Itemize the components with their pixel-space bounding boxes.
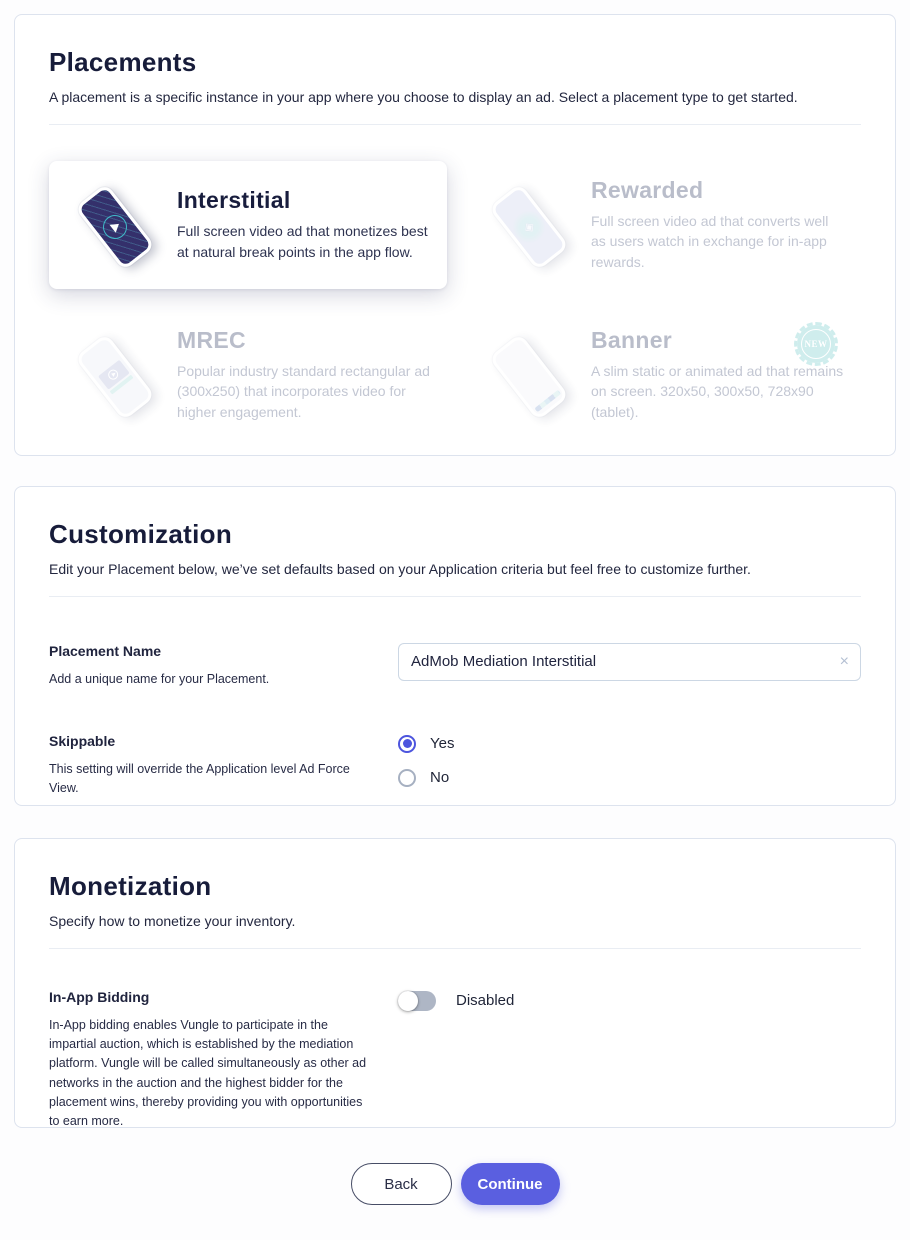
placements-subtitle: A placement is a specific instance in your app where you choose to display an ad. Select a placement type to get started. (49, 89, 798, 105)
in-app-bidding-helper: In-App bidding enables Vungle to participate in the impartial auction, which is established by the mediation platform. Vungle will be called simultaneously as other ad networks in the auction and the highest bidder for the placement wins, thereby providing you with opportunities to earn more. (49, 1017, 367, 1129)
banner-description: A slim static or animated ad that remains on screen. 320x50, 300x50, 728x90 (tablet). (591, 363, 844, 420)
gem-icon: ◈ (520, 217, 538, 236)
rewarded-title: Rewarded (591, 177, 704, 204)
placement-name-label: Placement Name (49, 642, 162, 659)
radio-selected-icon[interactable] (398, 735, 416, 753)
monetization-subtitle: Specify how to monetize your inventory. (49, 913, 296, 929)
monetization-divider (49, 948, 861, 949)
skippable-option-yes[interactable]: Yes (398, 735, 861, 753)
toggle-knob[interactable] (398, 991, 418, 1011)
skippable-radio-group (398, 735, 861, 787)
in-app-bidding-label: In-App Bidding (49, 988, 150, 1005)
placement-type-banner[interactable] (463, 311, 861, 439)
footer-actions (0, 1163, 910, 1205)
skippable-option-no[interactable]: No (398, 769, 861, 787)
rewarded-phone-illustration (479, 175, 575, 275)
placement-name-input[interactable] (398, 643, 861, 681)
placement-type-mrec[interactable] (49, 311, 447, 439)
banner-phone-illustration (479, 325, 575, 425)
play-icon (98, 210, 132, 244)
placement-name-row (15, 643, 895, 689)
interstitial-description: Full screen video ad that monetizes best at natural break points in the app flow. (177, 223, 428, 260)
interstitial-title: Interstitial (177, 187, 291, 214)
banner-ad-strip (534, 389, 561, 412)
play-icon (106, 367, 120, 381)
placement-type-interstitial[interactable] (49, 161, 447, 289)
in-app-bidding-state: Disabled (456, 992, 515, 1010)
banner-title: Banner (591, 327, 673, 354)
customization-title: Customization (49, 519, 233, 549)
placements-section (14, 14, 896, 456)
skippable-helper: This setting will override the Application level Ad Force View. (49, 761, 350, 796)
placements-divider (49, 124, 861, 125)
clear-input-icon[interactable]: × (839, 652, 849, 670)
back-button[interactable]: Back (351, 1163, 452, 1205)
radio-unselected-icon[interactable] (398, 769, 416, 787)
placements-title: Placements (49, 47, 197, 77)
monetization-title: Monetization (49, 871, 212, 901)
customization-section (14, 486, 896, 806)
customization-subtitle: Edit your Placement below, we’ve set defaults based on your Application criteria but feel free to customize further. (49, 561, 751, 577)
continue-button[interactable]: Continue (461, 1163, 560, 1205)
mrec-phone-illustration (65, 325, 161, 425)
mrec-description: Popular industry standard rectangular ad (300x250) that incorporates video for higher engagement. (177, 363, 430, 420)
placement-type-grid (15, 161, 895, 439)
rewarded-description: Full screen video ad that converts well as users watch in exchange for in-app rewards. (591, 213, 829, 270)
new-badge: NEW (797, 325, 835, 363)
in-app-bidding-row (15, 989, 895, 1132)
placement-name-helper: Add a unique name for your Placement. (49, 671, 270, 686)
skippable-row (15, 733, 895, 799)
customization-divider (49, 596, 861, 597)
monetization-section (14, 838, 896, 1128)
mrec-title: MREC (177, 327, 246, 354)
placement-type-rewarded[interactable] (463, 161, 861, 289)
skippable-label: Skippable (49, 732, 116, 749)
interstitial-phone-illustration (65, 175, 161, 275)
in-app-bidding-toggle[interactable] (398, 991, 436, 1011)
